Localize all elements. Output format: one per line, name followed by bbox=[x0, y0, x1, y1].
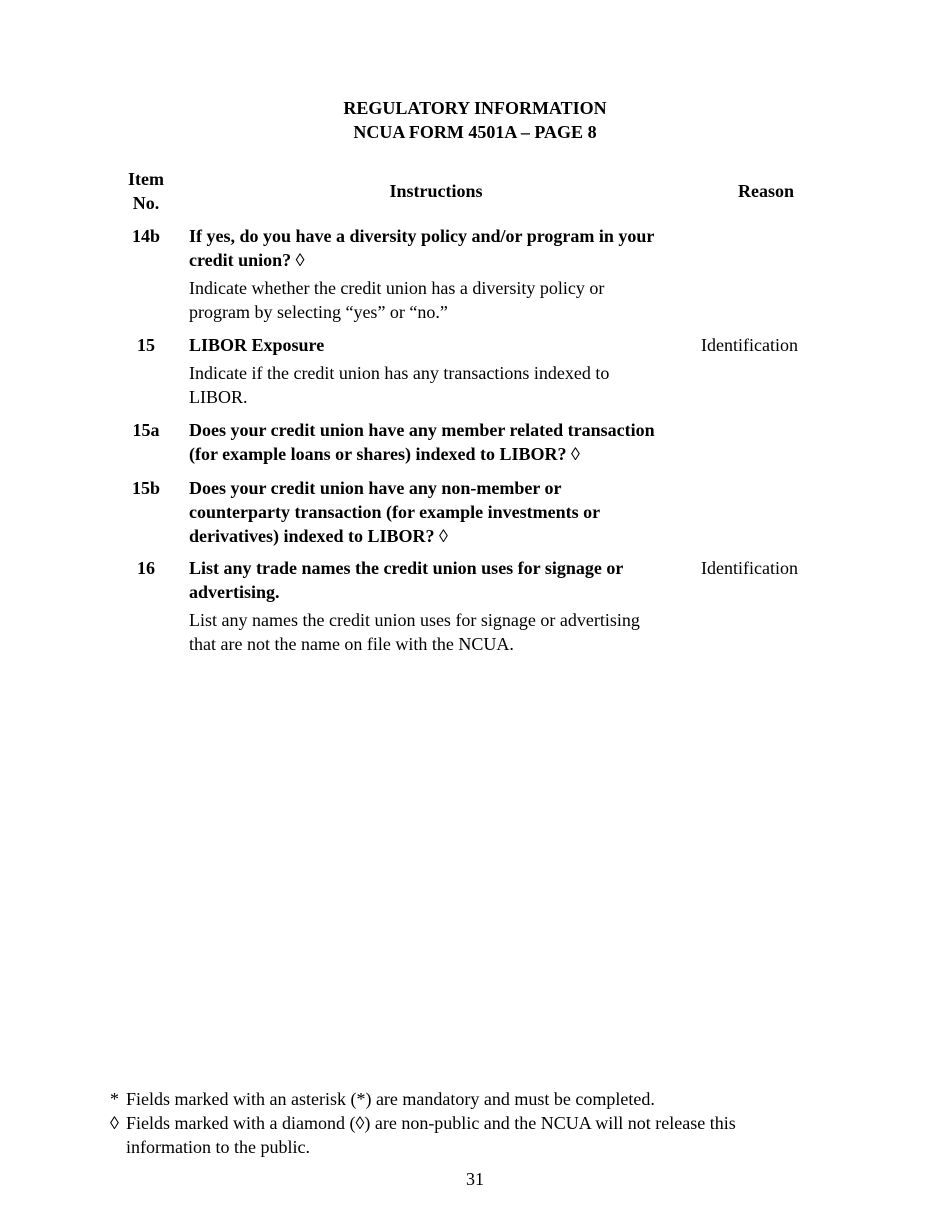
column-header-instructions: Instructions bbox=[389, 181, 483, 201]
column-header-reason: Reason bbox=[737, 181, 794, 201]
item-question-line: Does your credit union have any non-member or bbox=[189, 478, 562, 498]
footnote-non-public-line: Fields marked with a diamond (◊) are non-public and the NCUA will not release this bbox=[126, 1113, 736, 1133]
item-description-line: Indicate if the credit union has any transactions indexed to bbox=[189, 363, 610, 383]
item-question-line: LIBOR Exposure bbox=[189, 335, 325, 355]
item-reason: Identification bbox=[701, 335, 798, 355]
column-header-item-line1: Item bbox=[128, 169, 164, 189]
item-number: 15 bbox=[137, 335, 155, 355]
item-description bbox=[189, 361, 689, 409]
item-description bbox=[189, 608, 689, 656]
item-description-line: LIBOR. bbox=[189, 387, 248, 407]
item-question bbox=[189, 333, 689, 357]
item-question-line: credit union? ◊ bbox=[189, 250, 305, 270]
footnote-non-public-line: information to the public. bbox=[126, 1137, 310, 1157]
item-question bbox=[189, 476, 689, 548]
item-question-line: counterparty transaction (for example investments or bbox=[189, 502, 601, 522]
footnote-non-public bbox=[110, 1111, 810, 1159]
page-title: REGULATORY INFORMATION bbox=[343, 98, 607, 118]
item-question bbox=[189, 224, 689, 272]
item-question-line: (for example loans or shares) indexed to LIBOR? ◊ bbox=[189, 444, 580, 464]
item-number: 14b bbox=[131, 226, 160, 246]
footnote-mandatory bbox=[110, 1087, 810, 1111]
item-question bbox=[189, 418, 689, 466]
diamond-symbol: ◊ bbox=[110, 1113, 119, 1133]
item-question-line: advertising. bbox=[189, 582, 280, 602]
column-header-item-line2: No. bbox=[132, 193, 160, 213]
item-number: 15a bbox=[132, 420, 160, 440]
item-description-line: List any names the credit union uses for signage or advertising bbox=[189, 610, 640, 630]
item-number: 16 bbox=[137, 558, 155, 578]
footnote-mandatory-text: Fields marked with an asterisk (*) are mandatory and must be completed. bbox=[126, 1089, 655, 1109]
item-question-line: List any trade names the credit union uses for signage or bbox=[189, 558, 624, 578]
item-question-line: Does your credit union have any member related transaction bbox=[189, 420, 655, 440]
page-number: 31 bbox=[466, 1169, 484, 1189]
item-question bbox=[189, 556, 689, 604]
asterisk-symbol: * bbox=[110, 1089, 119, 1109]
item-question-line: If yes, do you have a diversity policy and/or program in your bbox=[189, 226, 655, 246]
column-header-item-no bbox=[118, 167, 174, 215]
page-subtitle: NCUA FORM 4501A – PAGE 8 bbox=[353, 122, 597, 142]
item-description bbox=[189, 276, 689, 324]
item-description-line: program by selecting “yes” or “no.” bbox=[189, 302, 448, 322]
item-reason: Identification bbox=[701, 558, 798, 578]
item-description-line: Indicate whether the credit union has a diversity policy or bbox=[189, 278, 605, 298]
item-number: 15b bbox=[131, 478, 160, 498]
item-description-line: that are not the name on file with the NCUA. bbox=[189, 634, 514, 654]
item-question-line: derivatives) indexed to LIBOR? ◊ bbox=[189, 526, 448, 546]
footnote-non-public-text bbox=[126, 1111, 786, 1159]
